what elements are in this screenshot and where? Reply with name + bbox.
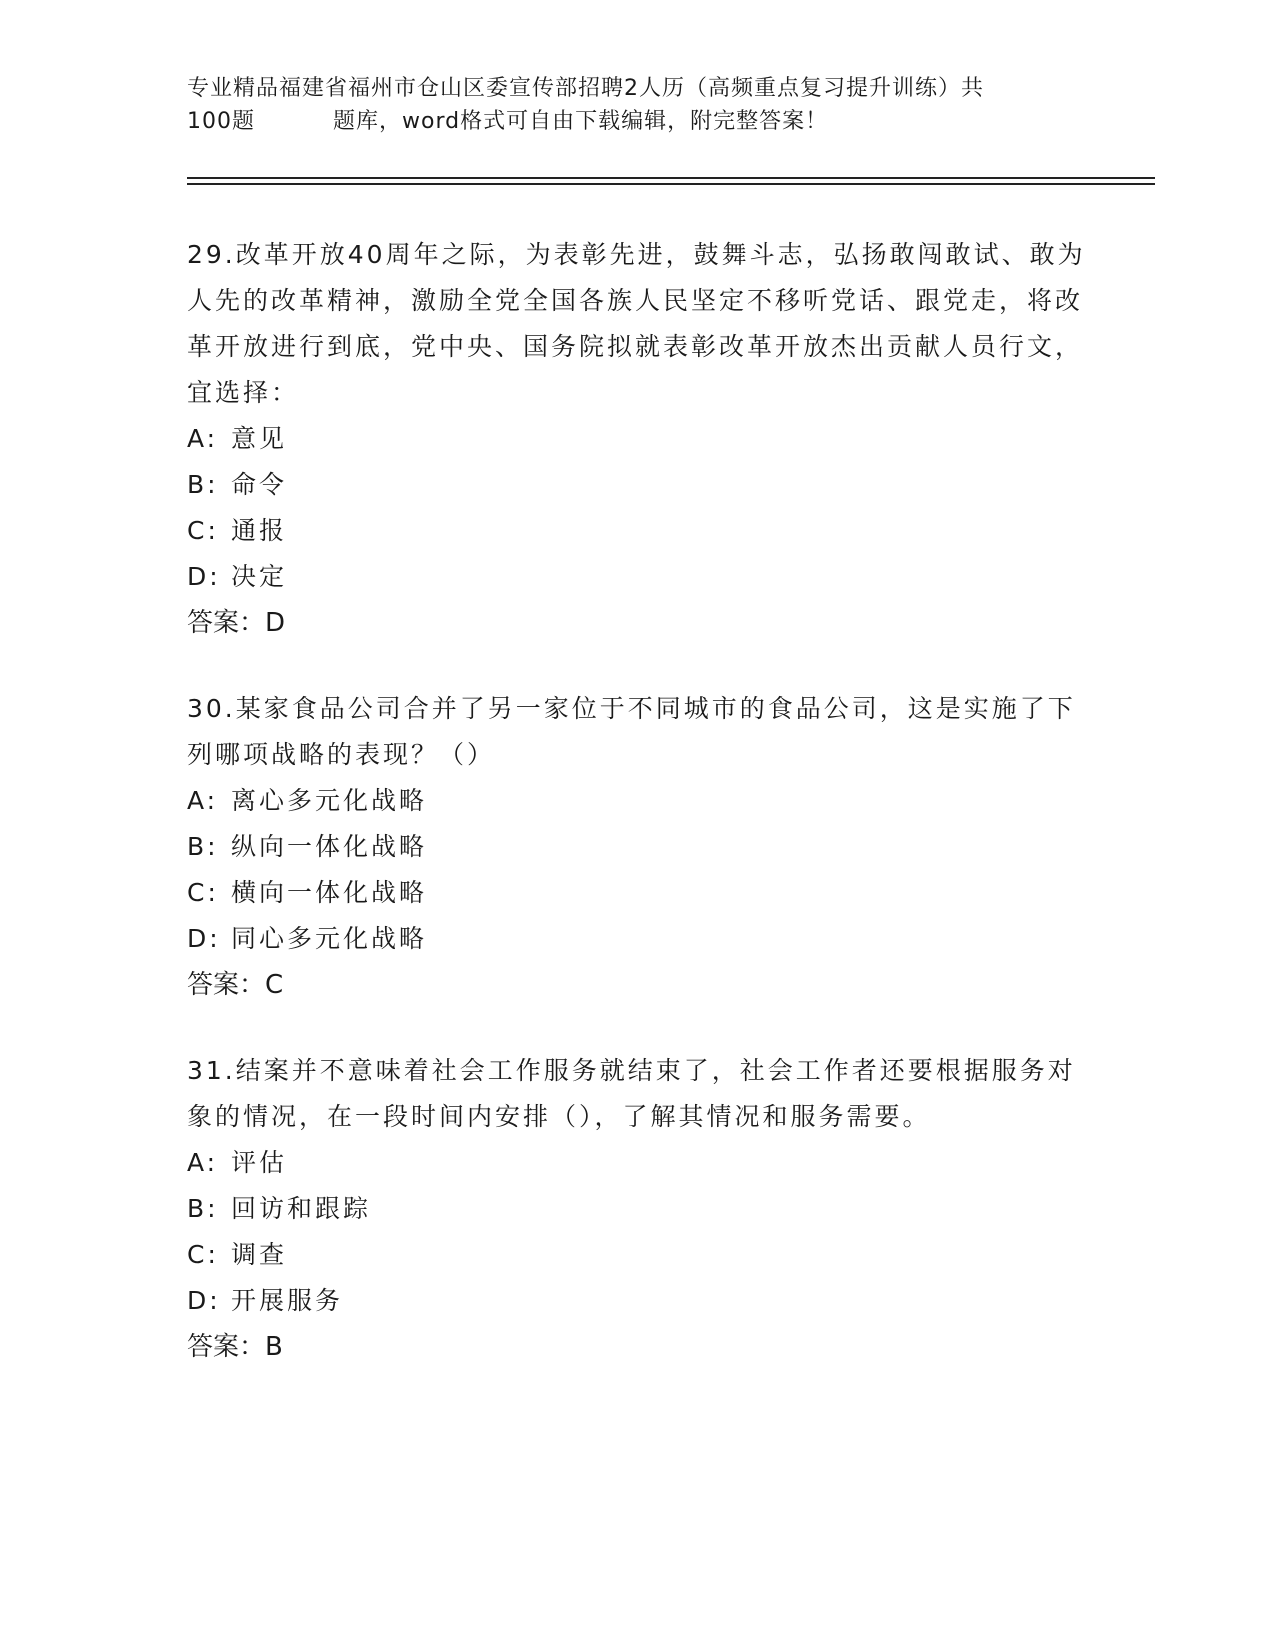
option-letter: C: xyxy=(187,1240,219,1269)
header-divider-bottom xyxy=(187,183,1155,185)
option-c xyxy=(187,508,1087,554)
option-text: 通报 xyxy=(231,516,288,545)
option-letter: B: xyxy=(187,832,219,861)
option-letter: D: xyxy=(187,562,221,591)
option-text: 回访和跟踪 xyxy=(231,1194,372,1223)
option-text: 意见 xyxy=(231,424,288,453)
option-text: 开展服务 xyxy=(231,1286,344,1315)
option-text: 决定 xyxy=(231,562,288,591)
answer-label: 答案：C xyxy=(187,970,284,1000)
option-text: 横向一体化战略 xyxy=(231,878,428,907)
option-letter: D: xyxy=(187,924,221,953)
question-list xyxy=(187,232,1087,1410)
option-text: 调查 xyxy=(231,1240,288,1269)
option-letter: D: xyxy=(187,1286,221,1315)
option-letter: B: xyxy=(187,470,219,499)
question-stem: 30.某家食品公司合并了另一家位于不同城市的食品公司，这是实施了下列哪项战略的表现？（） xyxy=(187,694,1076,769)
question-stem: 29.改革开放40周年之际，为表彰先进，鼓舞斗志，弘扬敢闯敢试、敢为人先的改革精神，激励全党全国各族人民坚定不移听党话、跟党走，将改革开放进行到底，党中央、国务院拟就表彰改革开放杰出贡献人员行文，宜选择： xyxy=(187,240,1086,407)
option-c xyxy=(187,1232,1087,1278)
option-d xyxy=(187,916,1087,962)
option-letter: A: xyxy=(187,424,219,453)
option-a xyxy=(187,1140,1087,1186)
option-b xyxy=(187,824,1087,870)
option-a xyxy=(187,778,1087,824)
header-title-line2 xyxy=(187,105,1087,138)
option-text: 命令 xyxy=(231,470,288,499)
option-b xyxy=(187,1186,1087,1232)
question-stem: 31.结案并不意味着社会工作服务就结束了，社会工作者还要根据服务对象的情况，在一段时间内安排（），了解其情况和服务需要。 xyxy=(187,1056,1076,1131)
option-text: 评估 xyxy=(231,1148,288,1177)
option-letter: C: xyxy=(187,516,219,545)
header-title-line1: 专业精品福建省福州市仓山区委宣传部招聘2人历（高频重点复习提升训练）共 xyxy=(187,76,984,101)
header-subtitle: 题库，word格式可自由下载编辑，附完整答案！ xyxy=(333,109,829,134)
answer-label: 答案：D xyxy=(187,608,286,638)
document-header xyxy=(187,72,1087,138)
header-divider-top xyxy=(187,177,1155,179)
option-letter: C: xyxy=(187,878,219,907)
option-c xyxy=(187,870,1087,916)
answer-label: 答案：B xyxy=(187,1332,283,1362)
question-30 xyxy=(187,686,1087,1008)
option-letter: A: xyxy=(187,786,219,815)
question-31 xyxy=(187,1048,1087,1370)
header-question-count: 100题 xyxy=(187,109,255,134)
option-b xyxy=(187,462,1087,508)
option-letter: B: xyxy=(187,1194,219,1223)
option-text: 同心多元化战略 xyxy=(231,924,428,953)
option-d xyxy=(187,554,1087,600)
option-d xyxy=(187,1278,1087,1324)
option-a xyxy=(187,416,1087,462)
question-29 xyxy=(187,232,1087,646)
option-text: 离心多元化战略 xyxy=(231,786,428,815)
option-text: 纵向一体化战略 xyxy=(231,832,428,861)
option-letter: A: xyxy=(187,1148,219,1177)
